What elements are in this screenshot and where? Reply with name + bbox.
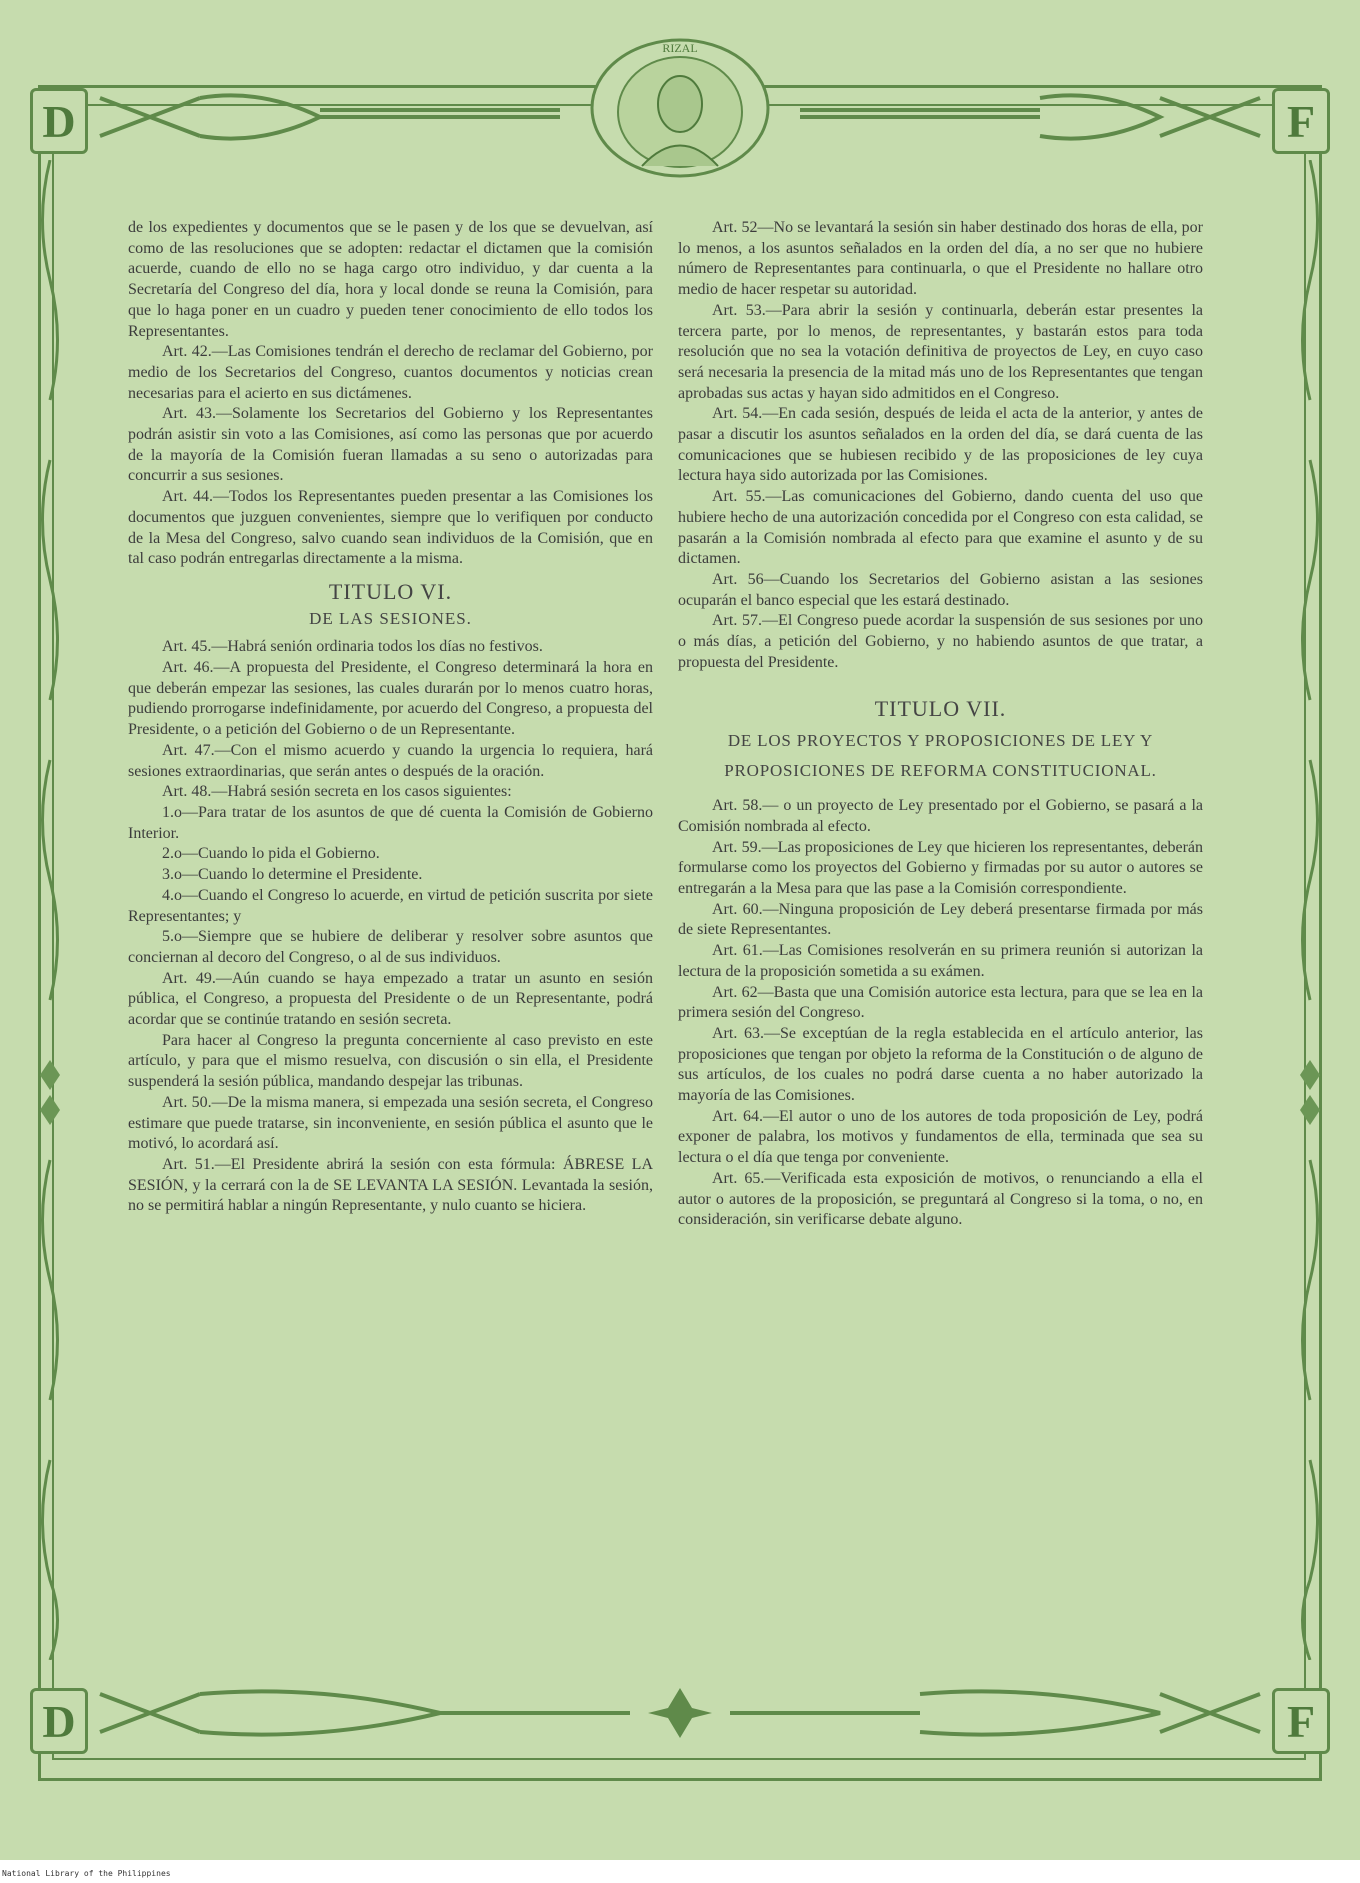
title-vi-subheading: DE LAS SESIONES. bbox=[309, 608, 472, 628]
bottom-ornament-band bbox=[60, 1684, 1300, 1742]
article-55: Art. 55.—Las comunicaciones del Gobierno, dando cuenta del uso que hubiere hecho de una autorización concedida por el Congreso con esta calidad, se pasarán a la Comisión nombrada al efecto para que examine el asunto y de su dictamen. bbox=[678, 488, 1203, 568]
article-62: Art. 62—Basta que una Comisión autorice esta lectura, para que se lea en la primera sesión del Congreso. bbox=[678, 983, 1203, 1022]
bottom-ornament-icon bbox=[60, 1684, 1300, 1742]
corner-letter-top-right: F bbox=[1272, 88, 1330, 154]
article-60: Art. 60.—Ninguna proposición de Ley deberá presentarse firmada por más de siete Representantes. bbox=[678, 900, 1203, 939]
corner-letter-bottom-right: F bbox=[1272, 1688, 1330, 1754]
article-48: Art. 48.—Habrá sesión secreta en los casos siguientes: bbox=[162, 783, 512, 801]
article-48-item-2: 2.o—Cuando lo pida el Gobierno. bbox=[162, 845, 380, 863]
article-47: Art. 47.—Con el mismo acuerdo y cuando la urgencia lo requiera, hará sesiones extraordinarias, que serán antes o después de la oración. bbox=[128, 741, 653, 780]
article-51: Art. 51.—El Presidente abrirá la sesión con esta fórmula: ÁBRESE LA SESIÓN, y la cerrará con la de SE LEVANTA LA SESIÓN. Levantada la sesión, no se permitirá hablar a ningún Representante, y nulo cuanto se hiciera. bbox=[128, 1155, 653, 1215]
article-45: Art. 45.—Habrá senión ordinaria todos los días no festivos. bbox=[162, 638, 543, 656]
library-footer-note: National Library of the Philippines bbox=[2, 1869, 171, 1878]
medallion-label: RIZAL bbox=[662, 41, 698, 55]
title-vii-heading: TITULO VII. bbox=[874, 696, 1007, 722]
article-54: Art. 54.—En cada sesión, después de leida el acta de la anterior, y antes de pasar a discutir los asuntos señalados en la orden del día, se dará cuenta de las comunicaciones que se hubiesen recibido y de las proposiciones de ley cuya lectura haya sido autorizada por las Comisiones. bbox=[678, 405, 1203, 485]
left-text-column bbox=[128, 218, 653, 1217]
article-61: Art. 61.—Las Comisiones resolverán en su primera reunión si autorizan la lectura de la proposición sometida a su exámen. bbox=[678, 942, 1203, 980]
left-paragraph: de los expedientes y documentos que se le pasen y de los que se devuelvan, así como de las resoluciones que se adopten: redactar el dictamen que la comisión acuerde, cuando de ello no se haga cargo otro individuo, y dar cuenta a la Secretaría del Congreso del día, hora y local donde se reuna la Comisión, para que lo haga poner en un cuadro y pueden tener conocimiento de ello todos los Representantes. bbox=[128, 219, 653, 340]
title-vii-subheading: DE LOS PROYECTOS Y PROPOSICIONES DE LEY Y PROPOSICIONES DE REFORMA CONSTITUCIONAL. bbox=[724, 731, 1157, 781]
right-vine-ornament-icon bbox=[1290, 160, 1330, 1660]
article-50: Art. 50.—De la misma manera, si empezada una sesión secreta, el Congreso estimare que puede tratarse, sin inconveniente, en sesión pública el asunto que le motivó, lo acordará así. bbox=[128, 1093, 653, 1153]
left-vine-ornament-icon bbox=[30, 160, 70, 1660]
corner-letter-bottom-left: D bbox=[30, 1688, 88, 1754]
article-42: Art. 42.—Las Comisiones tendrán el derecho de reclamar del Gobierno, por medio de los Secretarios del Congreso, cuantos documentos y noticias crean necesarias para el acierto en sus dictámenes. bbox=[128, 343, 653, 402]
title-vi-heading: TITULO VI. bbox=[328, 578, 453, 604]
article-49-continuation: Para hacer al Congreso la pregunta concerniente al caso previsto en este artículo, y para que el mismo resuelva, con discusión o sin ella, el Presidente suspenderá la sesión pública, mandando despejar las tribunas. bbox=[128, 1031, 653, 1091]
article-48-item-4: 4.o—Cuando el Congreso lo acuerde, en virtud de petición suscrita por siete Representantes; y bbox=[128, 886, 653, 925]
article-57: Art. 57.—El Congreso puede acordar la suspensión de sus sesiones por uno o más días, a petición del Gobierno, y no habiendo asuntos de que tratar, a propuesta del Presidente. bbox=[678, 612, 1203, 671]
article-65: Art. 65.—Verificada esta exposición de motivos, o renunciando a ella el autor o autores de la proposición, se preguntará al Congreso si la toma, o no, en consideración, sin verificarse debate alguno. bbox=[678, 1169, 1203, 1229]
article-53: Art. 53.—Para abrir la sesión y continuarla, deberán estar presentes la tercera parte, por lo menos, de representantes, y bastarán estos para toda resolución que no sea la votación definitiva de proyectos de Ley, en cuyo caso será necesaria la presencia de la mitad más uno de los Representantes que tengan aprobadas sus actas y hayan sido admitidos en el Congreso. bbox=[678, 301, 1203, 402]
article-63: Art. 63.—Se exceptúan de la regla establecida en el artículo anterior, las proposiciones que tengan por objeto la reforma de la Constitución o de alguno de sus artículos, de los cuales no podrá darse cuenta a no haber autorizado la mayoría de las Comisiones. bbox=[678, 1024, 1203, 1105]
article-44: Art. 44.—Todos los Representantes pueden presentar a las Comisiones los documentos que juzguen convenientes, siempre que lo verifiquen por conducto de la Mesa del Congreso, salvo cuando sean individuos de la Comisión, que en tal caso podrán entregarlas directamente a la misma. bbox=[128, 488, 653, 568]
article-56: Art. 56—Cuando los Secretarios del Gobierno asistan a las sesiones ocuparán el banco especial que les estará destinado. bbox=[678, 570, 1203, 609]
article-58: Art. 58.— o un proyecto de Ley presentado por el Gobierno, se pasará a la Comisión nombrada al efecto. bbox=[678, 797, 1203, 835]
article-46: Art. 46.—A propuesta del Presidente, el Congreso determinará la hora en que deberán empezar las sesiones, las cuales durarán por lo menos cuatro horas, pudiendo prorrogarse indefinidamente, por acuerdo del Congreso, a propuesta del Presidente, o a petición del Gobierno o de un Representante. bbox=[128, 659, 653, 739]
corner-letter-top-left: D bbox=[30, 88, 88, 154]
article-49: Art. 49.—Aún cuando se haya empezado a tratar un asunto en sesión pública, el Congreso, a propuesta del Presidente o de un Representante, podrá acordar que se continúe tratando en sesión secreta. bbox=[128, 969, 653, 1029]
rizal-portrait-medallion bbox=[580, 30, 780, 180]
article-48-item-5: 5.o—Siempre que se hubiere de deliberar y resolver sobre asuntos que conciernan al decoro del Congreso, o al de sus individuos. bbox=[128, 928, 653, 966]
article-48-item-1: 1.o—Para tratar de los asuntos de que dé cuenta la Comisión de Gobierno Interior. bbox=[128, 803, 653, 842]
article-43: Art. 43.—Solamente los Secretarios del Gobierno y los Representantes podrán asistir sin voto a las Comisiones, así como las personas que por acuerdo de la mayoría de la Comisión fueran llamadas a su seno o autorizadas para concurrir a sus sesiones. bbox=[128, 405, 653, 485]
article-64: Art. 64.—El autor o uno de los autores de toda proposición de Ley, podrá exponer de palabra, los motivos y fundamentos de ella, terminada que sea su lectura o el día que tenga por conveniente. bbox=[678, 1107, 1203, 1167]
article-48-item-3: 3.o—Cuando lo determine el Presidente. bbox=[162, 866, 423, 884]
article-59: Art. 59.—Las proposiciones de Ley que hicieren los representantes, deberán formularse como los proyectos del Gobierno y firmadas por su autor o autores se entregarán a la Mesa para que las pase a la Comisión correspondiente. bbox=[678, 838, 1203, 897]
article-52: Art. 52—No se levantará la sesión sin haber destinado dos horas de ella, por lo menos, a los asuntos señalados en la orden del día, a no ser que no hubiere número de Representantes para continuarla, o que el Presidente no hallare otro medio de hacer respetar su autoridad. bbox=[678, 219, 1203, 299]
right-text-column bbox=[678, 218, 1203, 1231]
